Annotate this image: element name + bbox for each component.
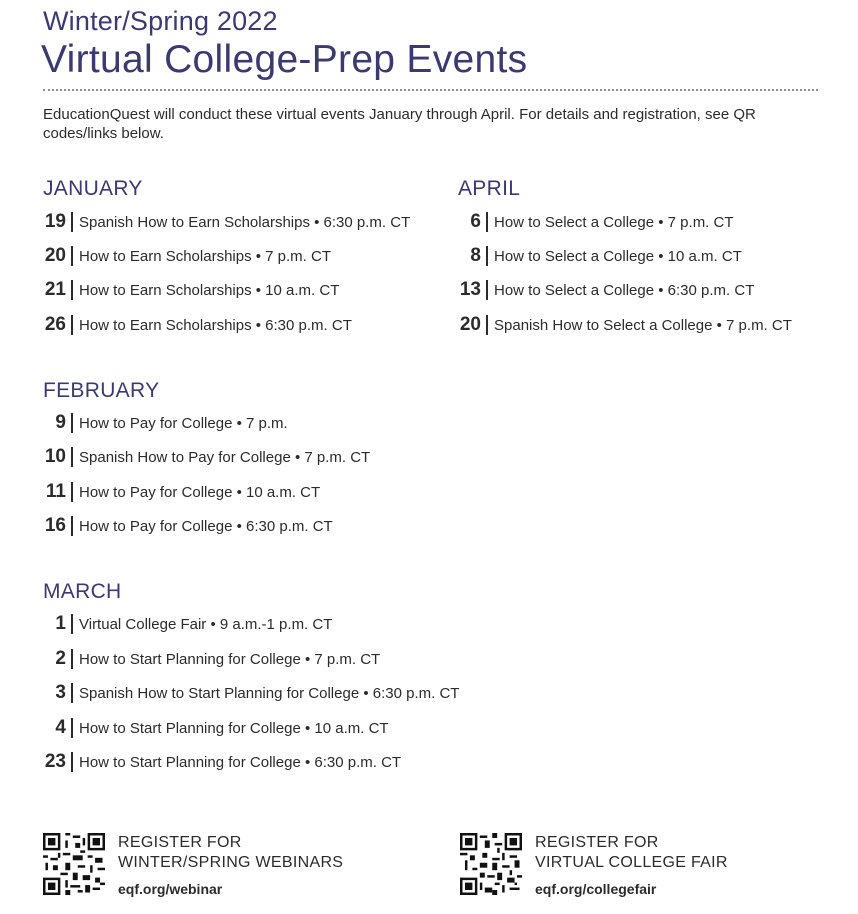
event-text: How to Pay for College • 6:30 p.m. CT <box>79 517 333 535</box>
event-item <box>40 312 352 338</box>
event-text: How to Select a College • 6:30 p.m. CT <box>494 281 755 299</box>
separator-bar <box>486 212 488 232</box>
event-item <box>40 410 288 436</box>
event-text: How to Pay for College • 7 p.m. <box>79 414 288 432</box>
separator-bar <box>71 718 73 738</box>
event-text: How to Start Planning for College • 10 a.m. CT <box>79 719 389 737</box>
event-item <box>40 479 320 505</box>
month-heading-february: FEBRUARY <box>43 379 160 402</box>
event-text: How to Earn Scholarships • 6:30 p.m. CT <box>79 316 352 334</box>
event-text: How to Select a College • 7 p.m. CT <box>494 213 734 231</box>
register-webinars-line2: WINTER/SPRING WEBINARS <box>118 854 344 871</box>
event-day: 23 <box>44 751 66 772</box>
register-fair-line2: VIRTUAL COLLEGE FAIR <box>535 854 728 871</box>
month-heading-april: APRIL <box>458 177 521 200</box>
event-item <box>40 749 401 775</box>
event-text: How to Earn Scholarships • 7 p.m. CT <box>79 247 332 265</box>
event-text: How to Earn Scholarships • 10 a.m. CT <box>79 281 340 299</box>
event-day: 19 <box>44 211 66 232</box>
event-item <box>455 243 742 269</box>
event-text: Virtual College Fair • 9 a.m.-1 p.m. CT <box>79 615 333 633</box>
event-item <box>40 277 339 303</box>
event-text: How to Start Planning for College • 6:30 p.m. CT <box>79 753 402 771</box>
register-fair <box>535 833 728 899</box>
event-day: 20 <box>459 314 481 335</box>
event-item <box>455 209 734 235</box>
separator-bar <box>71 683 73 703</box>
separator-bar <box>71 315 73 335</box>
event-item <box>40 243 331 269</box>
intro-text: EducationQuest will conduct these virtual events January through April. For details and registration, see QR codes/links below. <box>43 106 756 142</box>
event-day: 21 <box>44 279 66 300</box>
separator-bar <box>71 482 73 502</box>
separator-bar <box>71 246 73 266</box>
register-webinars-line1: REGISTER FOR <box>118 834 242 851</box>
page-title: Virtual College-Prep Events <box>41 38 528 81</box>
separator-bar <box>71 752 73 772</box>
event-text: How to Start Planning for College • 7 p.m. CT <box>79 650 381 668</box>
event-day: 3 <box>55 682 66 703</box>
qr-code-icon[interactable] <box>460 833 522 895</box>
separator-bar <box>486 246 488 266</box>
event-text: Spanish How to Start Planning for College • 6:30 p.m. CT <box>79 684 460 702</box>
event-day: 6 <box>470 211 481 232</box>
event-day: 20 <box>44 245 66 266</box>
event-item <box>40 646 380 672</box>
dotted-divider <box>43 89 818 91</box>
event-day: 26 <box>44 314 66 335</box>
event-day: 8 <box>470 245 481 266</box>
event-item <box>40 611 332 637</box>
separator-bar <box>71 614 73 634</box>
webinar-link[interactable]: eqf.org/webinar <box>118 881 223 897</box>
separator-bar <box>71 516 73 536</box>
event-text: Spanish How to Pay for College • 7 p.m. CT <box>79 448 371 466</box>
separator-bar <box>486 315 488 335</box>
separator-bar <box>71 280 73 300</box>
collegefair-link[interactable]: eqf.org/collegefair <box>535 881 657 897</box>
event-item <box>40 209 410 235</box>
separator-bar <box>71 212 73 232</box>
register-webinars <box>118 833 343 899</box>
event-day: 16 <box>44 515 66 536</box>
month-heading-march: MARCH <box>43 580 122 603</box>
qr-code-icon[interactable] <box>43 833 105 895</box>
event-item <box>40 513 333 539</box>
event-item <box>40 680 459 706</box>
register-fair-line1: REGISTER FOR <box>535 834 659 851</box>
separator-bar <box>71 413 73 433</box>
event-item <box>40 715 389 741</box>
event-day: 4 <box>55 717 66 738</box>
event-item <box>455 312 792 338</box>
event-text: How to Select a College • 10 a.m. CT <box>494 247 742 265</box>
separator-bar <box>71 649 73 669</box>
event-day: 10 <box>44 446 66 467</box>
separator-bar <box>486 280 488 300</box>
page-subtitle: Winter/Spring 2022 <box>43 6 278 36</box>
event-text: Spanish How to Earn Scholarships • 6:30 p.m. CT <box>79 213 411 231</box>
month-heading-january: JANUARY <box>43 177 143 200</box>
event-item <box>40 444 370 470</box>
event-day: 2 <box>55 648 66 669</box>
separator-bar <box>71 447 73 467</box>
event-day: 9 <box>55 412 66 433</box>
event-day: 1 <box>55 613 66 634</box>
event-text: How to Pay for College • 10 a.m. CT <box>79 483 321 501</box>
event-item <box>455 277 754 303</box>
event-day: 13 <box>459 279 481 300</box>
event-day: 11 <box>45 481 66 502</box>
event-text: Spanish How to Select a College • 7 p.m. CT <box>494 316 792 334</box>
